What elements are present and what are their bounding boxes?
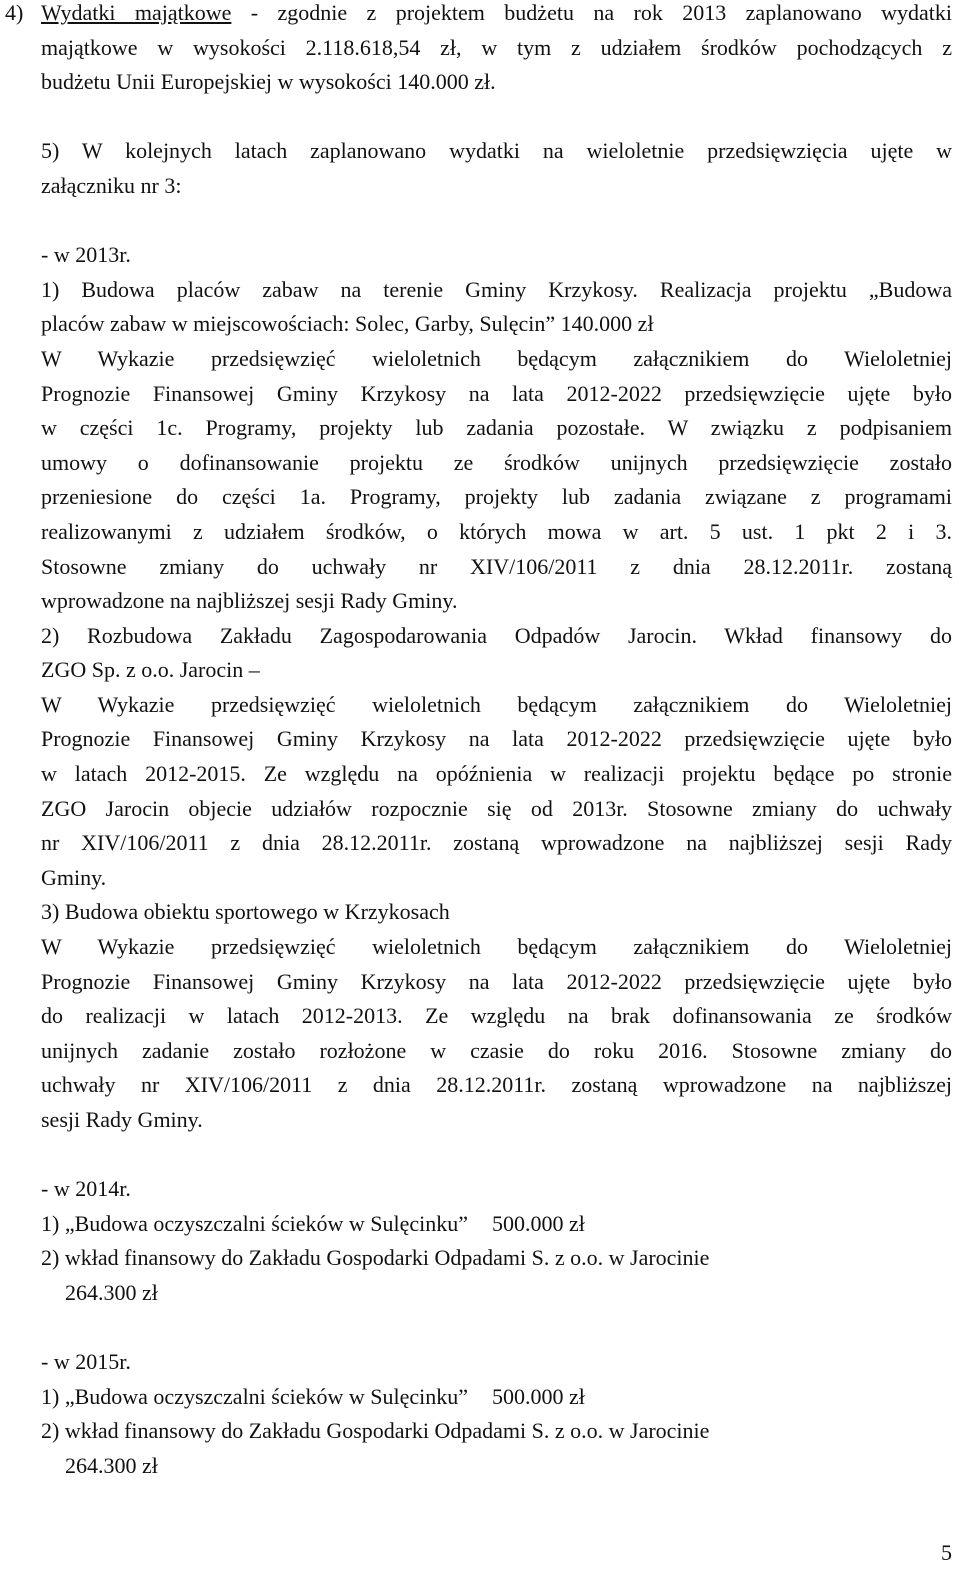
blank-line [41, 204, 952, 239]
y2013-p2-line-8: Gminy. [41, 864, 107, 890]
y2013-p2-line-6: ZGO Jarocin objecie udziałów rozpocznie się od 2013r. Stosowne zmiany do uchwały [41, 795, 952, 821]
y2013-p1-line-3: W Wykazie przedsięwzięć wieloletnich będącym załącznikiem do Wieloletniej [41, 345, 952, 371]
item4-line-1-rest: - zgodnie z projektem budżetu na rok 2013 zaplanowano wydatki [231, 0, 953, 25]
page-number: 5 [941, 1540, 952, 1565]
y2013-p2-line-4: Prognozie Finansowej Gminy Krzykosy na lata 2012-2022 przedsięwzięcie ujęte było [41, 726, 952, 752]
y2013-p2-line-7: nr XIV/106/2011 z dnia 28.12.2011r. zostaną wprowadzone na najbliższej sesji Rady [41, 830, 952, 856]
y2013-p1-line-6: umowy o dofinansowanie projektu ze środków unijnych przedsięwzięcie zostało [41, 449, 952, 475]
y2015-item-2-label: 2) wkład finansowy do Zakładu Gospodarki Odpadami S. z o.o. w Jarocinie [41, 1418, 710, 1444]
item4-line-3: budżetu Unii Europejskiej w wysokości 140.000 zł. [41, 69, 496, 95]
section-wieloletnie-przedsiewziecia [41, 134, 952, 203]
y2013-p2-line-3: W Wykazie przedsięwzięć wieloletnich będącym załącznikiem do Wieloletniej [41, 691, 952, 717]
blank-line [41, 1138, 952, 1173]
y2013-p1-line-1: 1) Budowa placów zabaw na terenie Gminy Krzykosy. Realizacja projektu „Budowa [41, 276, 952, 302]
item-number-4: 4) [5, 0, 24, 25]
y2013-p3-line-1: 3) Budowa obiektu sportowego w Krzykosach [41, 899, 450, 925]
y2014-item-1-amount: 500.000 zł [492, 1210, 585, 1236]
item4-line-1 [41, 0, 952, 31]
y2014-item-2-amount: 264.300 zł [65, 1279, 158, 1305]
y2013-p3-line-5: unijnych zadanie zostało rozłożone w czasie do roku 2016. Stosowne zmiany do [41, 1037, 952, 1063]
y2014-item-2-label: 2) wkład finansowy do Zakładu Gospodarki Odpadami S. z o.o. w Jarocinie [41, 1245, 710, 1271]
y2013-p1-line-7: przeniesione do części 1a. Programy, projekty lub zadania związane z programami [41, 484, 952, 510]
y2015-item-1-label: 1) „Budowa oczyszczalni ścieków w Sulęcinku” [41, 1383, 469, 1409]
year-2014-heading: - w 2014r. [41, 1176, 131, 1202]
y2015-item-2-amount: 264.300 zł [65, 1452, 158, 1478]
y2013-p2-line-2: ZGO Sp. z o.o. Jarocin – [41, 657, 260, 683]
section-wydatki-majatkowe [5, 0, 953, 100]
y2015-item-1 [41, 1380, 952, 1415]
section-year-2014 [41, 1172, 952, 1310]
item4-title: Wydatki majątkowe [41, 0, 232, 25]
section-year-2013 [41, 238, 952, 1137]
section-year-2015 [41, 1345, 952, 1483]
blank-line [41, 1311, 952, 1346]
document-body [5, 0, 953, 1484]
item5-line-2: załączniku nr 3: [41, 172, 182, 198]
year-2013-heading: - w 2013r. [41, 242, 131, 268]
y2013-p1-line-8: realizowanymi z udziałem środków, o których mowa w art. 5 ust. 1 pkt 2 i 3. [41, 518, 952, 544]
blank-line [41, 100, 952, 135]
y2013-p3-line-3: Prognozie Finansowej Gminy Krzykosy na lata 2012-2022 przedsięwzięcie ujęte było [41, 968, 952, 994]
y2013-p3-line-2: W Wykazie przedsięwzięć wieloletnich będącym załącznikiem do Wieloletniej [41, 934, 952, 960]
y2014-item-1 [41, 1207, 952, 1242]
y2013-p3-line-6: uchwały nr XIV/106/2011 z dnia 28.12.2011r. zostaną wprowadzone na najbliższej [41, 1072, 952, 1098]
item5-line-1: 5) W kolejnych latach zaplanowano wydatki na wieloletnie przedsięwzięcia ujęte w [41, 138, 952, 164]
y2013-p3-line-7: sesji Rady Gminy. [41, 1107, 203, 1132]
y2014-item-1-label: 1) „Budowa oczyszczalni ścieków w Sulęcinku” [41, 1210, 469, 1236]
y2013-p2-line-1: 2) Rozbudowa Zakładu Zagospodarowania Odpadów Jarocin. Wkład finansowy do [41, 622, 952, 648]
item4-line-2: majątkowe w wysokości 2.118.618,54 zł, w tym z udziałem środków pochodzących z [41, 34, 952, 60]
y2013-p1-line-4: Prognozie Finansowej Gminy Krzykosy na lata 2012-2022 przedsięwzięcie ujęte było [41, 380, 952, 406]
y2013-p1-line-2: placów zabaw w miejscowościach: Solec, Garby, Sulęcin” 140.000 zł [41, 311, 654, 337]
y2013-p3-line-4: do realizacji w latach 2012-2013. Ze względu na brak dofinansowania ze środków [41, 1003, 952, 1029]
y2015-item-1-amount: 500.000 zł [492, 1383, 585, 1409]
year-2015-heading: - w 2015r. [41, 1349, 131, 1375]
y2013-p1-line-5: w części 1c. Programy, projekty lub zadania pozostałe. W związku z podpisaniem [41, 415, 952, 441]
y2013-p1-line-9: Stosowne zmiany do uchwały nr XIV/106/2011 z dnia 28.12.2011r. zostaną [41, 553, 952, 579]
y2013-p2-line-5: w latach 2012-2015. Ze względu na opóźnienia w realizacji projektu będące po stronie [41, 761, 952, 787]
y2013-p1-line-10: wprowadzone na najbliższej sesji Rady Gminy. [41, 588, 458, 614]
